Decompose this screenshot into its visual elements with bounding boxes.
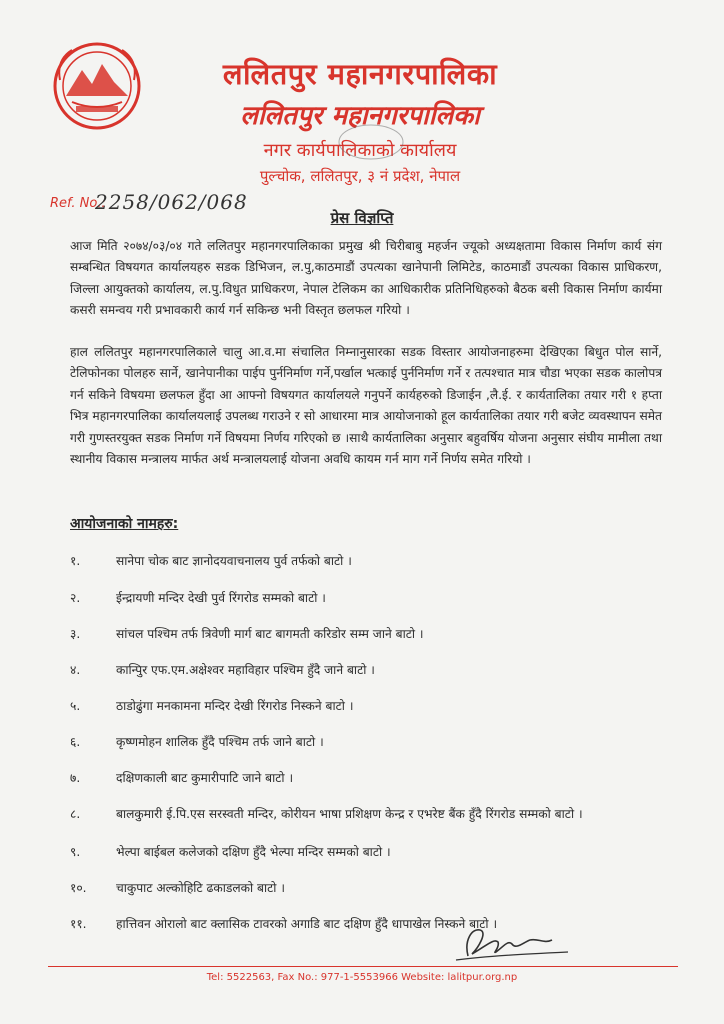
paragraph-decision: हाल ललितपुर महानगरपालिकाले चालु आ.व.मा संचालित निम्नानुसारका सडक विस्तार आयोजनाहरुमा देखिएका बिधुत पोल सार्ने, टेलिफोनका पोलहरु सार्ने, खानेपानीका पाईप पुर्ननिर्माण गर्ने,पर्खाल भत्काई पुर्ननिर्माण गर्ने र तत्पश्चात मात्र चौडा भएका सडक कालोपत्र गर्न सकिने विषयमा छलफल हुँदा आ आफ्नो विषयगत कार्यालयले गनुपर्ने कार्यहरुको डिजाईन ,लै.ई. र कार्यतालिका तयार गरी १ हप्ता भित्र महानगरपालिका कार्यालयलाई उपलब्ध गराउने र सो आधारमा मात्र आयोजनाको हूल कार्यतालिका तयार गरी बजेट व्यवस्थापन समेत गरी गुणस्तरयुक्त सडक निर्माण गर्ने विषयमा निर्णय गरिएको छ ।साथै कार्यतालिका अनुसार बहुवर्षिय योजना अनुसार संघीय मामीला तथा स्थानीय विकास मन्त्रालय मार्फत अर्थ मन्त्रालयलाई योजना अवधि कायम गर्न माग गर्ने निर्णय समेत गरियो ।	[70, 345, 662, 467]
list-item	[70, 804, 670, 824]
list-item	[70, 660, 670, 680]
document-title: प्रेस विज्ञप्ति	[330, 209, 394, 227]
item-text: सानेपा चोक बाट ज्ञानोदयवाचनालय पुर्व तर्फको बाटो ।	[116, 554, 352, 568]
reference-label: Ref. No.:	[50, 196, 106, 211]
list-item	[70, 878, 670, 898]
item-text: ईन्द्रायणी मन्दिर देखी पुर्व रिंगरोड सम्मको बाटो ।	[116, 591, 326, 605]
item-text: कान्पिुर एफ.एम.अक्षेश्वर महाविहार पश्चिम हुँदै जाने बाटो ।	[116, 663, 375, 677]
list-item	[70, 624, 670, 644]
list-item	[70, 768, 670, 788]
office-stamp-icon	[336, 122, 406, 162]
office-address: पुल्चोक, ललितपुर, ३ नं प्रदेश, नेपाल	[259, 167, 461, 185]
list-item	[70, 551, 670, 571]
office-name: नगर कार्यपालिकाको कार्यालय	[263, 140, 457, 161]
list-item	[70, 914, 670, 934]
item-number: १.	[70, 554, 81, 568]
project-list	[70, 551, 670, 934]
municipality-name: ललितपुर महानगरपालिका	[222, 57, 498, 91]
item-number: ३.	[70, 627, 81, 641]
item-text: कृष्णमोहन शालिक हुँदै पश्चिम तर्फ जाने बाटो ।	[116, 735, 324, 749]
item-number: ८.	[70, 807, 81, 821]
item-text: चाकुपाट अल्कोहिटि ढकाडलको बाटो ।	[116, 881, 285, 895]
nepal-emblem-icon	[52, 40, 142, 132]
item-number: २.	[70, 591, 81, 605]
list-item	[70, 696, 670, 716]
list-item	[70, 588, 670, 608]
item-number: ९.	[70, 845, 81, 859]
item-number: ७.	[70, 771, 81, 785]
item-text: ठाडोढुंगा मनकामना मन्दिर देखी रिंगरोड निस्कने बाटो ।	[116, 699, 354, 713]
list-item	[70, 732, 670, 752]
item-number: ६.	[70, 735, 81, 749]
reference-number: 2258/062/068	[95, 190, 248, 214]
item-number: ११.	[70, 917, 87, 931]
item-text: दक्षिणकाली बाट कुमारीपाटि जाने बाटो ।	[116, 771, 294, 785]
list-item	[70, 842, 670, 862]
item-text: भेल्पा बाईबल कलेजको दक्षिण हुँदै भेल्पा मन्दिर सम्मको बाटो ।	[116, 845, 391, 859]
footer-divider	[48, 966, 678, 967]
municipality-name-newari: ललितपुर महानगरपालिका	[240, 101, 480, 131]
item-text: बालकुमारी ई.पि.एस सरस्वती मन्दिर, कोरीयन भाषा प्रशिक्षण केन्द्र र एभरेष्ट बैंक हुँदै रिंगरोड सम्मको बाटो ।	[116, 807, 583, 821]
footer-contact: Tel: 5522563, Fax No.: 977-1-5553966 Website: lalitpur.org.np	[206, 972, 518, 983]
signature-icon	[446, 920, 576, 968]
section-heading: आयोजनाको नामहरु:	[70, 516, 179, 532]
item-text: सांचल पश्चिम तर्फ त्रिवेणी मार्ग बाट बागमती करिडोर सम्म जाने बाटो ।	[116, 627, 424, 641]
item-number: ४.	[70, 663, 81, 677]
paragraph-meeting: आज मिति २०७४/०३/०४ गते ललितपुर महानगरपालिकाका प्रमुख श्री चिरीबाबु महर्जन ज्यूको अध्यक्षतामा विकास निर्माण कार्य संग सम्बन्धित विषयगत कार्यालयहरु सडक डिभिजन, ल.पु,काठमाडौं उपत्यका खानेपानी लिमिटेड, काठमाडौं उपत्यका विकास प्राधिकरण, जिल्ला आयुक्तको कार्यालय, ल.पु.विधुत प्राधिकरण, नेपाल टेलिकम का आधिकारीक प्रतिनिधिहरुको बैठक बसी विकास निर्माण कार्यमा कसरी समन्वय गरी प्रभावकारी कार्य गर्न सकिन्छ भनी विस्तृत छलफल गरियो ।	[70, 239, 662, 318]
item-number: ५.	[70, 699, 81, 713]
item-text: हात्तिवन ओरालो बाट क्लासिक टावरको अगाडि बाट दक्षिण हुँदै धापाखेल निस्कने बाटो ।	[116, 917, 498, 931]
item-number: १०.	[70, 881, 87, 895]
